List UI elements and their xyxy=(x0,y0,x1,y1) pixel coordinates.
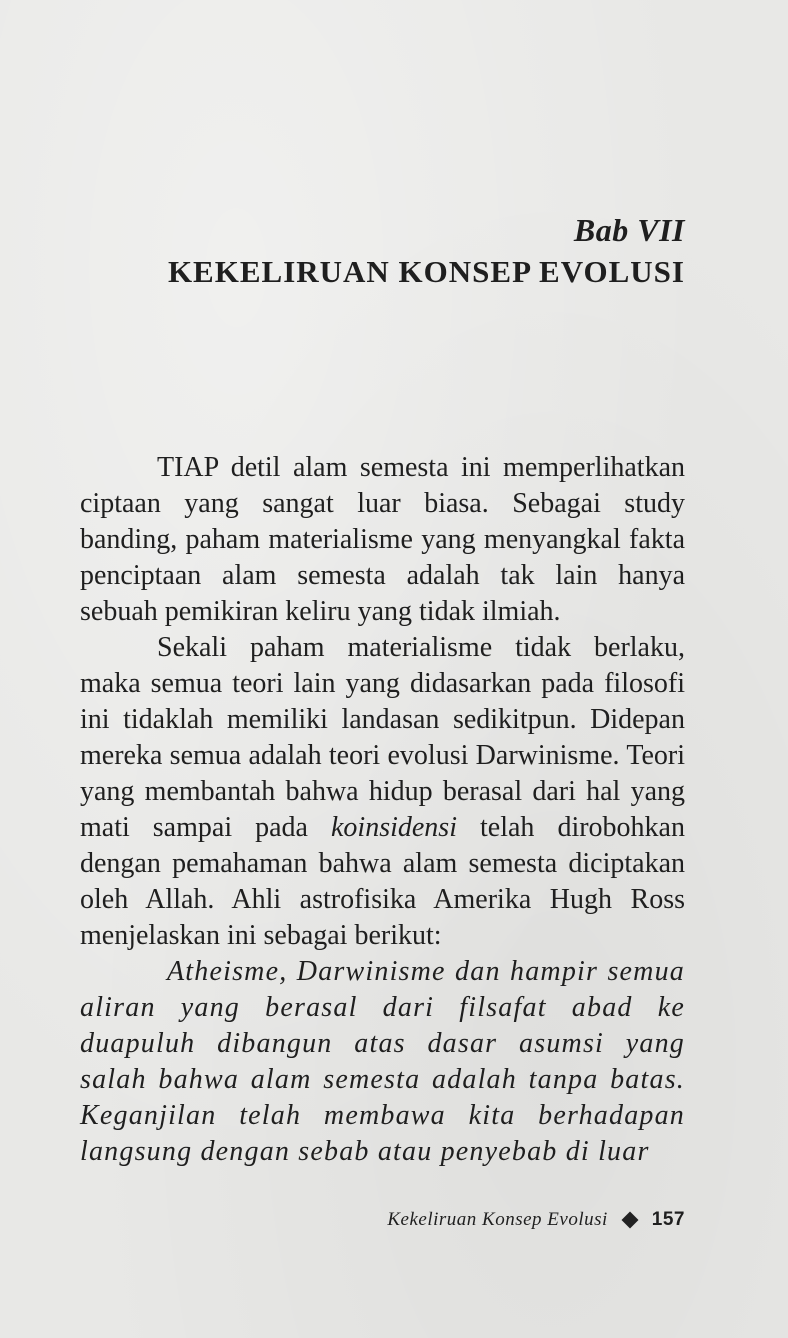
paragraph-2-italic-term: koinsidensi xyxy=(331,812,457,843)
chapter-title: KEKELIRUAN KONSEP EVOLUSI xyxy=(167,254,685,289)
paragraph-1-lead-word: TIAP xyxy=(157,452,219,483)
running-title: Kekeliruan Konsep Evolusi xyxy=(387,1209,608,1230)
paragraph-2-text-a: Sekali paham materialisme tidak berlaku, maka semua teori lain yang didasarkan pada filosofi ini tidaklah memiliki landasan sedikitpun. Didepan mereka semua adalah teori evolusi Darwinisme. Teori yang membantah bahwa hidup berasal dari hal yang mati sampai pada xyxy=(80,632,685,843)
diamond-icon xyxy=(621,1212,638,1229)
block-quote: Atheisme, Darwinisme dan hampir semua aliran yang berasal dari filsafat abad ke duapuluh dibangun atas dasar asumsi yang salah bahwa alam semesta adalah tanpa batas. Keganjilan telah membawa kita berhadapan langsung dengan sebab atau penyebab di luar xyxy=(80,956,685,1167)
paragraph-1 xyxy=(80,450,685,630)
body-text xyxy=(80,450,685,1170)
page-footer xyxy=(387,1209,685,1231)
paragraph-2-text-b: telah dirobohkan dengan pemahaman bahwa alam semesta diciptakan oleh Allah. Ahli astrofisika Amerika Hugh Ross menjelaskan ini sebagai berikut: xyxy=(80,812,685,951)
chapter-label: Bab VII xyxy=(573,212,685,248)
paragraph-1-text: detil alam semesta ini memperlihatkan ciptaan yang sangat luar biasa. Sebagai study banding, paham materialisme yang menyangkal fakta penciptaan alam semesta adalah tak lain hanya sebuah pemikiran keliru yang tidak ilmiah. xyxy=(80,452,685,627)
paragraph-2 xyxy=(80,630,685,954)
page-number: 157 xyxy=(651,1209,685,1230)
